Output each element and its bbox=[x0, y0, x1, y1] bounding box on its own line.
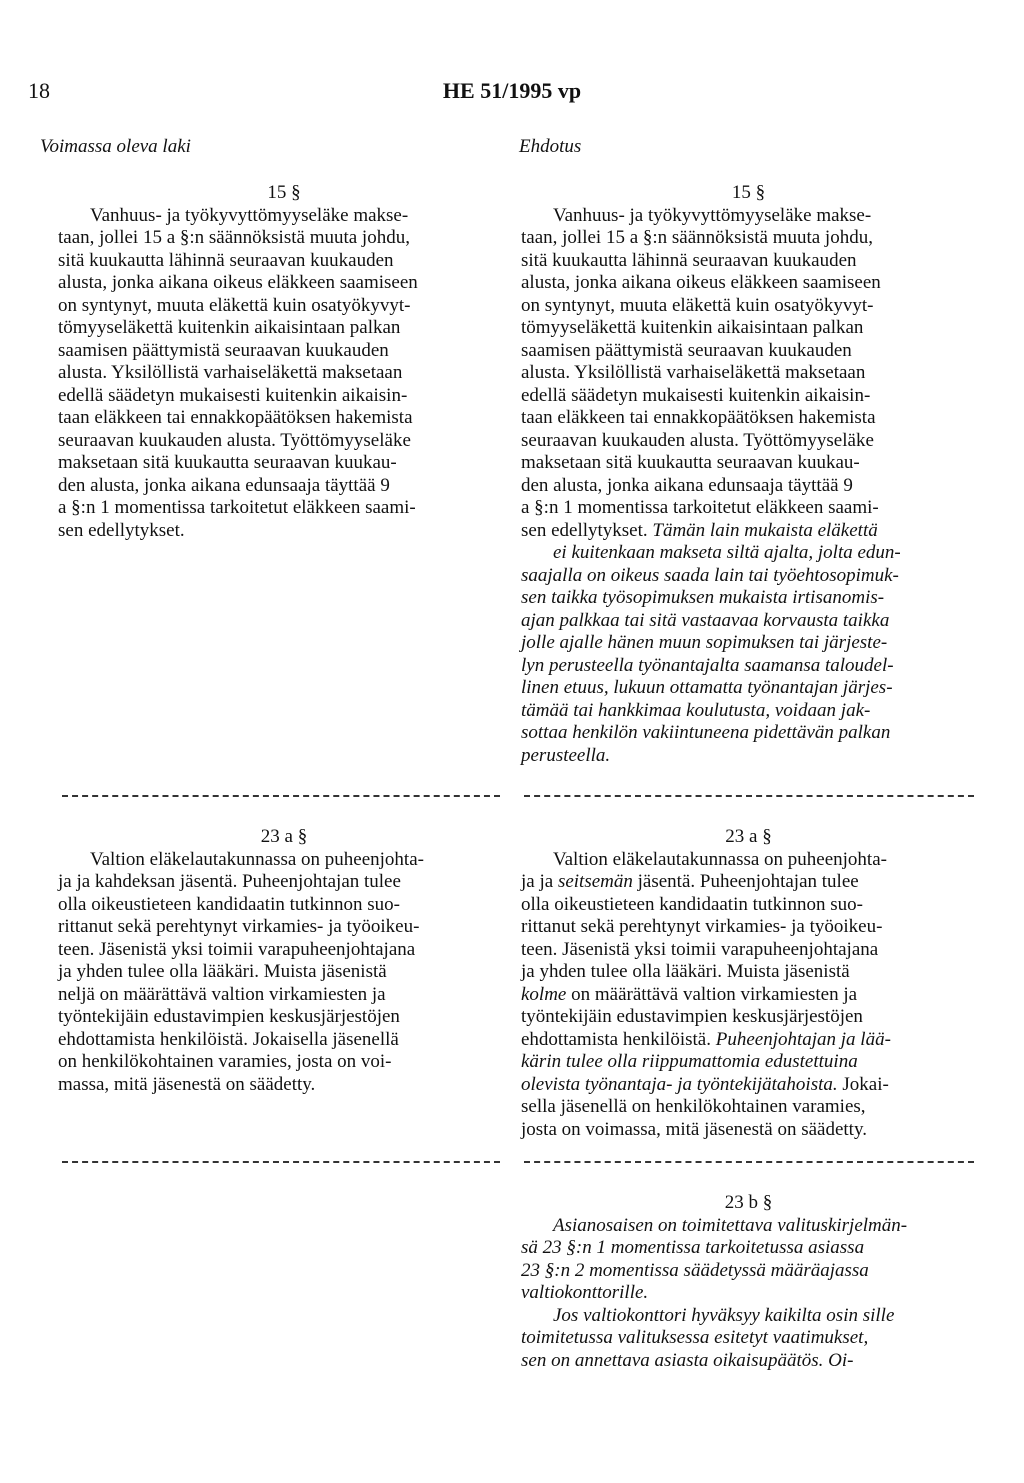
line: sottaa henkilön vakiintuneena pidettävän palkan bbox=[521, 722, 891, 743]
line: lyn perusteella työnantajalta saamansa taloudel- bbox=[521, 654, 894, 676]
italic-text: kolme bbox=[521, 983, 567, 1005]
page-number: 18 bbox=[28, 78, 50, 103]
line: a §:n 1 momentissa tarkoitetut eläkkeen saami- bbox=[58, 497, 416, 518]
italic-text: olevista työnantaja- ja työntekijätahoista. bbox=[521, 1073, 838, 1095]
line: alusta. Yksilöllistä varhaiseläkettä maksetaan bbox=[521, 362, 866, 383]
line: alusta, jonka aikana oikeus eläkkeen saamiseen bbox=[521, 272, 881, 293]
line: toimitetussa valituksessa esitetyt vaatimukset, bbox=[521, 1327, 869, 1348]
line: ja yhden tulee olla lääkäri. Muista jäsenistä bbox=[521, 961, 850, 982]
line: sen edellytykset. bbox=[58, 519, 185, 541]
italic-body bbox=[521, 542, 976, 767]
line: on syntynyt, muuta eläkettä kuin osatyökyvyt- bbox=[521, 294, 874, 316]
line: edellä säädetyn mukaisesti kuitenkin aikaisin- bbox=[58, 384, 408, 406]
line: taan eläkkeen tai ennakkopäätöksen hakemista bbox=[58, 407, 413, 428]
line: työntekijäin edustavimpien keskusjärjestöjen bbox=[58, 1006, 400, 1027]
section-body bbox=[58, 205, 510, 543]
plain-text: sen edellytykset. bbox=[521, 519, 653, 541]
line: taan, jollei 15 a §:n säännöksistä muuta johdu, bbox=[521, 227, 873, 248]
plain-text: ehdottamista henkilöistä. bbox=[521, 1028, 716, 1050]
line: ei kuitenkaan makseta siltä ajalta, jolta edun- bbox=[553, 542, 901, 563]
line: on henkilökohtainen varamies, josta on voi- bbox=[58, 1051, 392, 1072]
line: sitä kuukautta lähinnä seuraavan kuukauden bbox=[58, 249, 394, 271]
omission-dashes bbox=[524, 795, 974, 797]
right-section-23b bbox=[521, 1192, 976, 1372]
italic-text: seitsemän bbox=[557, 871, 633, 892]
line: maksetaan sitä kuukautta seuraavan kuukau- bbox=[521, 452, 860, 473]
line: rittanut sekä perehtynyt virkamies- ja työoikeu- bbox=[521, 916, 883, 937]
plain-text: jäsentä. Puheenjohtajan tulee bbox=[632, 871, 859, 892]
right-column-heading: Ehdotus bbox=[519, 136, 582, 157]
section-title: 23 a § bbox=[725, 826, 772, 847]
line: teen. Jäsenistä yksi toimii varapuheenjohtajana bbox=[521, 938, 879, 960]
line: seuraavan kuukauden alusta. Työttömyyseläke bbox=[58, 429, 411, 451]
left-column-heading: Voimassa oleva laki bbox=[40, 136, 191, 157]
line: tömyyseläkettä kuitenkin aikaisintaan palkan bbox=[58, 317, 401, 338]
line: Jos valtiokonttori hyväksyy kaikilta osin sille bbox=[553, 1304, 895, 1326]
line: massa, mitä jäsenestä on säädetty. bbox=[58, 1073, 316, 1095]
italic-body bbox=[521, 1215, 976, 1305]
line: olla oikeustieteen kandidaatin tutkinnon suo- bbox=[58, 893, 400, 915]
line: Vanhuus- ja työkyvyttömyyseläke makse- bbox=[90, 204, 409, 226]
line: on syntynyt, muuta eläkettä kuin osatyökyvyt- bbox=[58, 294, 411, 316]
section-body bbox=[58, 849, 510, 1097]
left-section-15 bbox=[58, 182, 510, 542]
plain-text: on määrättävä valtion virkamiesten ja bbox=[566, 983, 858, 1005]
line: edellä säädetyn mukaisesti kuitenkin aikaisin- bbox=[521, 384, 871, 406]
line: teen. Jäsenistä yksi toimii varapuheenjohtajana bbox=[58, 938, 416, 960]
line: sen taikka työsopimuksen mukaista irtisanomis- bbox=[521, 587, 885, 608]
line: 23 §:n 2 momentissa säädetyssä määräajassa bbox=[521, 1259, 869, 1281]
line: tömyyseläkettä kuitenkin aikaisintaan palkan bbox=[521, 317, 864, 338]
section-title: 15 § bbox=[267, 182, 301, 203]
line: den alusta, jonka aikana edunsaaja täyttää 9 bbox=[521, 474, 853, 496]
line: a §:n 1 momentissa tarkoitetut eläkkeen saami- bbox=[521, 497, 879, 518]
omission-dashes bbox=[62, 795, 500, 797]
line: maksetaan sitä kuukautta seuraavan kuukau- bbox=[58, 452, 397, 473]
line: ajan palkkaa tai sitä vastaavaa korvausta taikka bbox=[521, 609, 890, 631]
section-title: 23 a § bbox=[260, 826, 308, 847]
line: ja yhden tulee olla lääkäri. Muista jäsenistä bbox=[58, 961, 387, 982]
right-section-15 bbox=[521, 182, 976, 767]
document-id: HE 51/1995 vp bbox=[442, 78, 582, 103]
line bbox=[521, 1074, 976, 1097]
section-title: 15 § bbox=[731, 182, 766, 203]
line: linen etuus, lukuun ottamatta työnantajan järjes- bbox=[521, 677, 893, 698]
line: tämää tai hankkimaa koulutusta, voidaan jak- bbox=[521, 699, 871, 721]
section-body bbox=[521, 205, 976, 520]
line: sen on annettava asiasta oikaisupäätös. Oi- bbox=[521, 1349, 854, 1371]
line: Vanhuus- ja työkyvyttömyyseläke makse- bbox=[553, 204, 872, 226]
line: sitä kuukautta lähinnä seuraavan kuukauden bbox=[521, 249, 857, 271]
line: Valtion eläkelautakunnassa on puheenjohta- bbox=[553, 848, 887, 870]
line: Asianosaisen on toimitettava valituskirjelmän- bbox=[553, 1214, 908, 1236]
plain-text: ja ja bbox=[521, 871, 558, 892]
omission-dashes bbox=[62, 1161, 500, 1163]
line: Valtion eläkelautakunnassa on puheenjohta- bbox=[90, 848, 424, 870]
line: den alusta, jonka aikana edunsaaja täyttää 9 bbox=[58, 474, 390, 496]
italic-body bbox=[521, 1305, 976, 1373]
line: alusta. Yksilöllistä varhaiseläkettä maksetaan bbox=[58, 362, 403, 383]
section-title: 23 b § bbox=[724, 1192, 773, 1213]
line: jolle ajalle hänen muun sopimuksen tai järjeste- bbox=[521, 632, 888, 653]
line: neljä on määrättävä valtion virkamiesten ja bbox=[58, 983, 386, 1005]
italic-text: Puheenjohtajan ja lää- bbox=[715, 1028, 891, 1050]
italic-text: Tämän lain mukaista eläkettä bbox=[652, 519, 878, 541]
line: olla oikeustieteen kandidaatin tutkinnon suo- bbox=[521, 893, 863, 915]
line: alusta, jonka aikana oikeus eläkkeen saamiseen bbox=[58, 272, 418, 293]
line: perusteella. bbox=[521, 744, 611, 766]
line: sä 23 §:n 1 momentissa tarkoitetussa asiassa bbox=[521, 1237, 865, 1258]
line: ehdottamista henkilöistä. Jokaisella jäsenellä bbox=[58, 1028, 399, 1050]
line: josta on voimassa, mitä jäsenestä on säädetty. bbox=[521, 1118, 867, 1140]
line: taan, jollei 15 a §:n säännöksistä muuta johdu, bbox=[58, 227, 410, 248]
line: saamisen päättymistä seuraavan kuukauden bbox=[521, 339, 852, 361]
left-section-23a bbox=[58, 826, 510, 1096]
line bbox=[521, 1029, 976, 1052]
line: sella jäsenellä on henkilökohtainen varamies, bbox=[521, 1096, 866, 1117]
line: ja ja kahdeksan jäsentä. Puheenjohtajan tulee bbox=[58, 871, 401, 892]
line: taan eläkkeen tai ennakkopäätöksen hakemista bbox=[521, 407, 876, 428]
line bbox=[521, 871, 976, 894]
plain-text: Jokai- bbox=[837, 1073, 889, 1095]
line: valtiokonttorille. bbox=[521, 1282, 649, 1303]
omission-dashes bbox=[524, 1161, 974, 1163]
line: kärin tulee olla riippumattomia edustettuina bbox=[521, 1051, 858, 1072]
line: seuraavan kuukauden alusta. Työttömyyseläke bbox=[521, 429, 874, 451]
line: saamisen päättymistä seuraavan kuukauden bbox=[58, 339, 389, 361]
right-section-23a bbox=[521, 826, 976, 1141]
line: rittanut sekä perehtynyt virkamies- ja työoikeu- bbox=[58, 916, 420, 937]
mixed-line bbox=[521, 520, 976, 543]
line: saajalla on oikeus saada lain tai työehtosopimuk- bbox=[521, 564, 899, 586]
line: työntekijäin edustavimpien keskusjärjestöjen bbox=[521, 1006, 863, 1027]
line bbox=[521, 984, 976, 1007]
